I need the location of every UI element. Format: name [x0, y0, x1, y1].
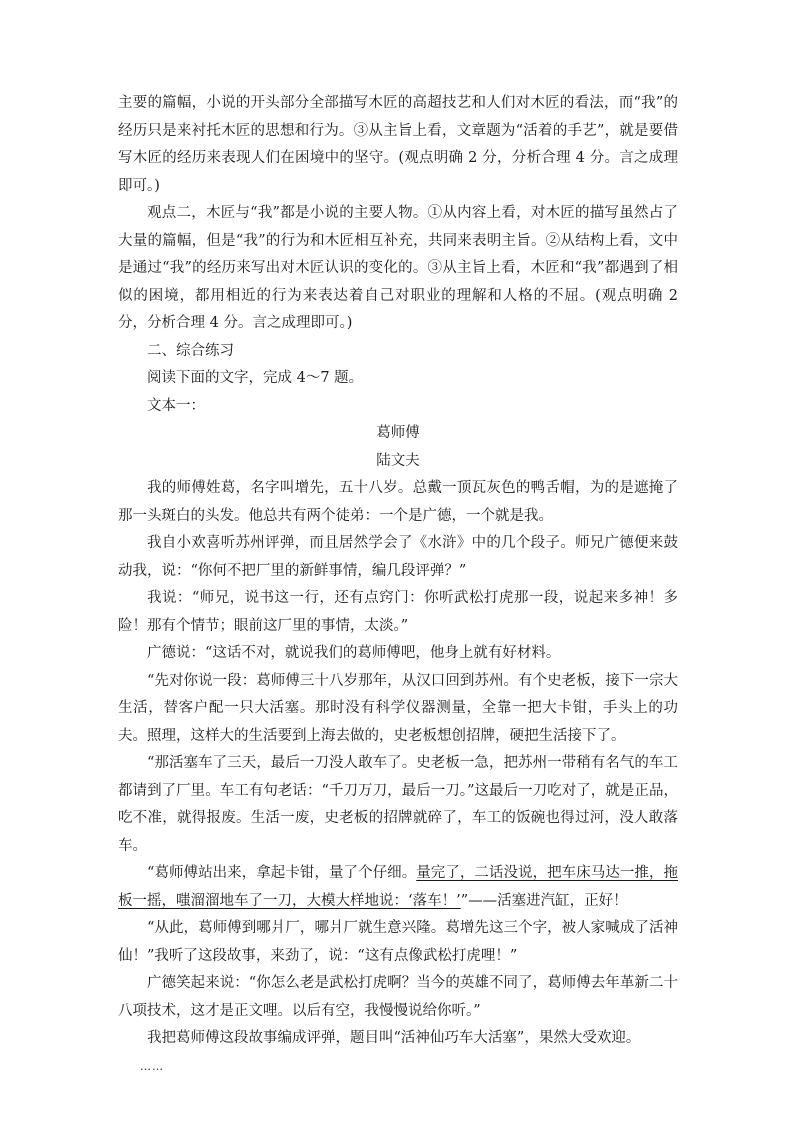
answer-paragraph-2: 观点二，木匠与“我”都是小说的主要人物。①从内容上看，对木匠的描写虽然占了大量的篇幅，但是“我”的行为和木匠相互补充，共同来表明主旨。②从结构上看，文中是通过“我”的经历来写出对木匠认识的变化的。③从主旨上看，木匠和“我”都遇到了相似的困境，都用相近的行为来表达着自己对职业的理解和人格的不屈。(观点明确 2 分，分析合理 4 分。言之成理即可。)	[118, 205, 678, 331]
story-paragraph-6: “那活塞车了三天，最后一刀没人敢车了。史老板一急，把苏州一带稍有名气的车工都请到了厂里。车工有句老话：“千刀万刀，最后一刀。”这最后一刀吃对了，就是正品，吃不准，就得报废。生活一废，史老板的招牌就碎了，车工的饭碗也得过河，没人敢落车。	[118, 755, 678, 854]
story-paragraph-1: 我的师傅姓葛，名字叫增先，五十八岁。总戴一顶瓦灰色的鸭舌帽，为的是遮掩了那一头斑白的头发。他总共有两个徒弟：一个是广德，一个就是我。	[118, 480, 678, 524]
story-paragraph-7-end: ”——活塞进汽缸，正好！	[460, 892, 628, 909]
story-paragraph-4: 广德说：“这话不对，就说我们的葛师傅吧，他身上就有好材料。	[147, 645, 561, 661]
story-title: 葛师傅	[376, 425, 420, 441]
text-label: 文本一：	[147, 397, 205, 414]
story-paragraph-7	[118, 860, 678, 915]
section-heading: 二、综合练习	[147, 342, 234, 359]
story-paragraph-7-start: “葛师傅站出来，拿起卡钳，量了个仔细。	[147, 865, 417, 881]
ellipsis: ……	[140, 1059, 164, 1073]
story-paragraph-9: 广德笑起来说：“你怎么老是武松打虎啊？当今的英雄不同了，葛师傅去年革新二十八项技术，这才是正文哩。以后有空，我慢慢说给你听。”	[118, 975, 678, 1019]
story-paragraph-8: “从此，葛师傅到哪爿厂，哪爿厂就生意兴隆。葛增先这三个字，被人家喊成了活神仙！”我听了这段故事，来劲了，说：“这有点像武松打虎哩！”	[118, 920, 678, 964]
story-paragraph-2: 我自小欢喜听苏州评弹，而且居然学会了《水浒》中的几个段子。师兄广德便来鼓动我，说：“你何不把厂里的新鲜事情，编几段评弹？”	[118, 535, 678, 579]
story-paragraph-5: “先对你说一段：葛师傅三十八岁那年，从汉口回到苏州。有个史老板，接下一宗大生活，替客户配一只大活塞。那时没有科学仪器测量，全靠一把大卡钳，手头上的功夫。照理，这样大的生活要到上海去做的，史老板想创招牌，硬把生活接下了。	[118, 672, 678, 744]
story-paragraph-3: 我说：“师兄，说书这一行，还有点窍门：你听武松打虎那一段，说起来多神！多险！那有个情节；眼前这厂里的事情，太淡。”	[118, 590, 678, 634]
underlined-sentence: 量完了，二话没说，把车床马达一推，拖板一摇，嗤溜溜地车了一刀，大模大样地说：‘落车！’	[118, 865, 678, 909]
instruction-text: 阅读下面的文字，完成 4～7 题。	[147, 370, 364, 386]
document-page	[118, 90, 678, 1080]
story-paragraph-10: 我把葛师傅这段故事编成评弹，题目叫“活神仙巧车大活塞”，果然大受欢迎。	[147, 1030, 641, 1046]
story-author: 陆文夫	[376, 452, 420, 469]
answer-paragraph-1: 主要的篇幅，小说的开头部分全部描写木匠的高超技艺和人们对木匠的看法，而“我”的经历只是来衬托木匠的思想和行为。③从主旨上看，文章题为“活着的手艺”，就是要借写木匠的经历来表现人们在困境中的坚守。(观点明确 2 分，分析合理 4 分。言之成理即可。)	[118, 95, 678, 194]
